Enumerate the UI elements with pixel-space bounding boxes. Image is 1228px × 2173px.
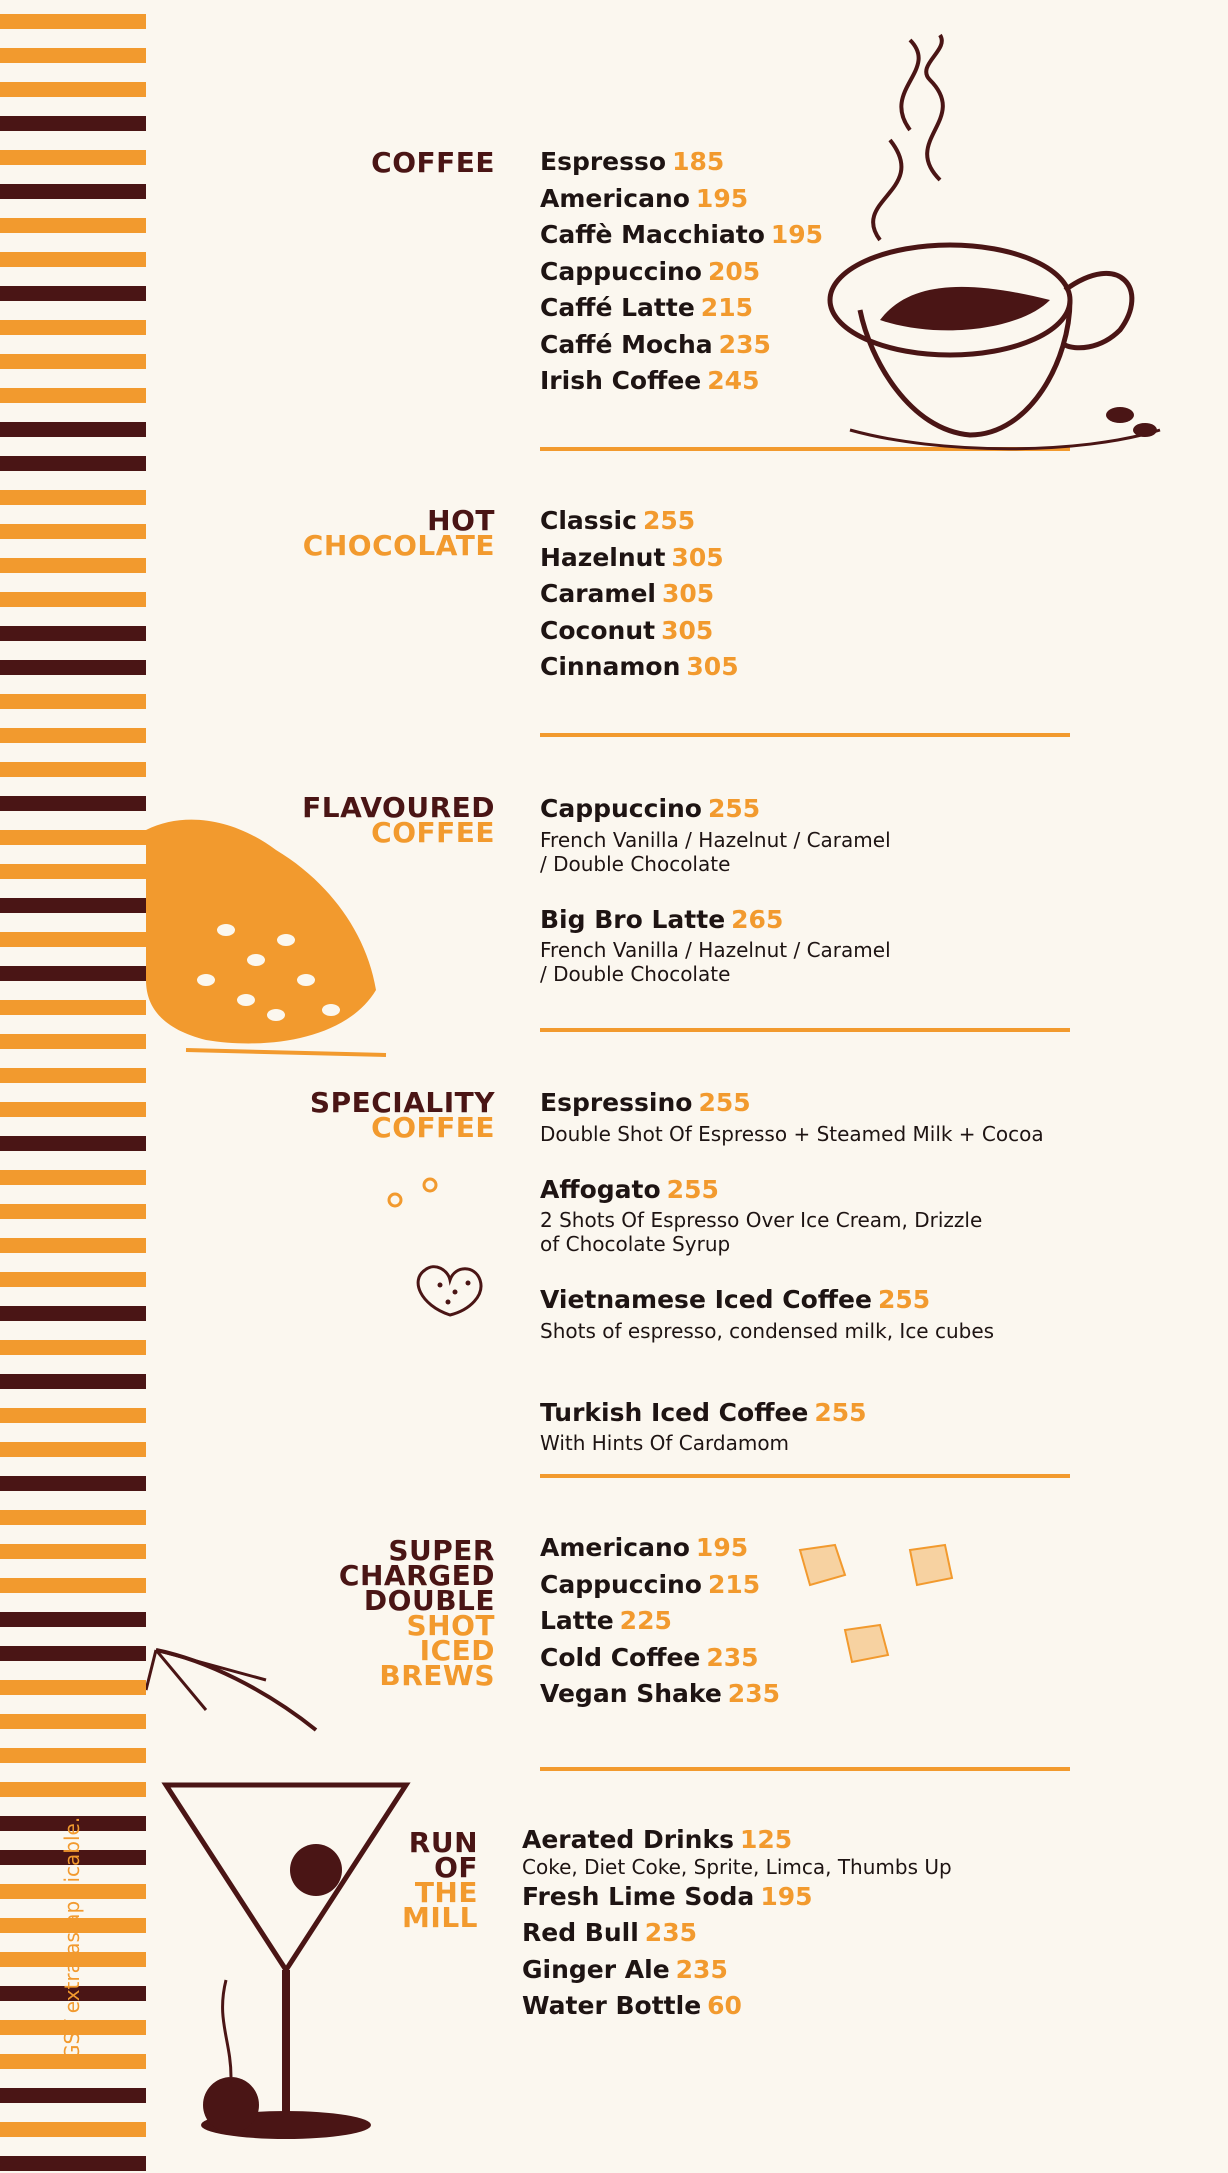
item-description: Double Shot Of Espresso + Steamed Milk + Cocoa xyxy=(540,1121,1044,1146)
item-description: With Hints Of Cardamom xyxy=(540,1431,790,1455)
item-description: French Vanilla / Hazelnut / Caramel xyxy=(540,827,891,852)
item-description: 2 Shots Of Espresso Over Ice Cream, Drizzle xyxy=(540,1208,983,1232)
menu-item: Americano 195 xyxy=(540,1533,749,1562)
menu-item: Affogato 255 2 Shots Of Espresso Over Ice Cream, Drizzle of Chocolate Syrup xyxy=(540,1172,1044,1257)
section-title-hot-chocolate: HOT CHOCOLATE xyxy=(302,504,495,562)
section-divider xyxy=(540,1474,1070,1478)
menu-item: Vegan Shake 235 xyxy=(540,1679,780,1708)
coffee-bag-illustration xyxy=(146,810,391,1060)
menu-item: Espressino 255 Double Shot Of Espresso + Steamed Milk + Cocoa xyxy=(540,1088,1044,1146)
menu-item: Cinnamon 305 xyxy=(540,652,739,681)
menu-item: Classic 255 xyxy=(540,506,696,535)
cocktail-glass-illustration xyxy=(146,1640,416,2160)
item-description: French Vanilla / Hazelnut / Caramel xyxy=(540,938,891,962)
menu-item: Cold Coffee 235 xyxy=(540,1642,759,1672)
heart-cookie-illustration xyxy=(380,1170,520,1340)
flavoured-coffee-list xyxy=(540,791,891,1012)
menu-item: Hazelnut 305 xyxy=(540,542,724,572)
hot-chocolate-list xyxy=(540,503,739,686)
section-title-coffee: COFFEE xyxy=(371,146,495,179)
menu-item: Caffé Mocha 235 xyxy=(540,329,771,359)
menu-item: Irish Coffee 245 xyxy=(540,366,760,395)
item-description: / Double Chocolate xyxy=(540,851,731,876)
gst-note: GST extra as applicable. xyxy=(60,1816,84,2060)
menu-item: Cappuccino 215 xyxy=(540,1569,761,1599)
section-divider xyxy=(540,1028,1070,1032)
section-divider xyxy=(540,733,1070,737)
menu-item: Red Bull 235 xyxy=(522,1918,697,1947)
menu-item: Caffè Macchiato 195 xyxy=(540,220,824,249)
section-title-speciality-coffee: SPECIALITY COFFEE xyxy=(309,1086,495,1144)
menu-item: Cappuccino 205 xyxy=(540,256,761,286)
menu-item: Ginger Ale 235 xyxy=(522,1954,728,1984)
menu-item: Latte 225 xyxy=(540,1606,672,1635)
menu-item: Turkish Iced Coffee 255 With Hints Of Cardamom xyxy=(540,1395,1044,1456)
run-of-the-mill-list xyxy=(522,1822,952,2025)
menu-item: Coconut 305 xyxy=(540,615,714,645)
menu-item: Big Bro Latte 265 French Vanilla / Hazelnut / Caramel / Double Chocolate xyxy=(540,904,891,986)
menu-item: Espresso 185 xyxy=(540,147,725,176)
coffee-list xyxy=(540,144,823,400)
ice-cubes-illustration xyxy=(780,1530,990,1700)
coffee-cup-illustration xyxy=(820,30,1190,460)
menu-item: Fresh Lime Soda 195 xyxy=(522,1881,813,1911)
section-title-iced-brews: SUPER CHARGED DOUBLE SHOT ICED BREWS xyxy=(338,1534,495,1692)
item-description: of Chocolate Syrup xyxy=(540,1232,731,1256)
menu-item: Caramel 305 xyxy=(540,579,715,608)
item-description: Shots of espresso, condensed milk, Ice cubes xyxy=(540,1318,995,1343)
menu-item: Vietnamese Iced Coffee 255 Shots of espresso, condensed milk, Ice cubes xyxy=(540,1282,1044,1343)
menu-item: Aerated Drinks 125 Coke, Diet Coke, Sprite, Limca, Thumbs Up xyxy=(522,1825,952,1879)
item-description: Coke, Diet Coke, Sprite, Limca, Thumbs Up xyxy=(522,1854,952,1879)
menu-item: Cappuccino 255 French Vanilla / Hazelnut / Caramel / Double Chocolate xyxy=(540,794,891,876)
section-title-flavoured-coffee: FLAVOURED COFFEE xyxy=(302,791,495,849)
menu-item: Water Bottle 60 xyxy=(522,1991,742,2020)
menu-item: Americano 195 xyxy=(540,183,749,213)
item-description: / Double Chocolate xyxy=(540,962,731,986)
section-divider xyxy=(540,1767,1070,1771)
menu-item: Caffé Latte 215 xyxy=(540,293,753,322)
speciality-coffee-list xyxy=(540,1085,1044,1481)
iced-brews-list xyxy=(540,1530,780,1713)
section-title-run-of-the-mill: RUN OF THE MILL xyxy=(402,1826,478,1934)
